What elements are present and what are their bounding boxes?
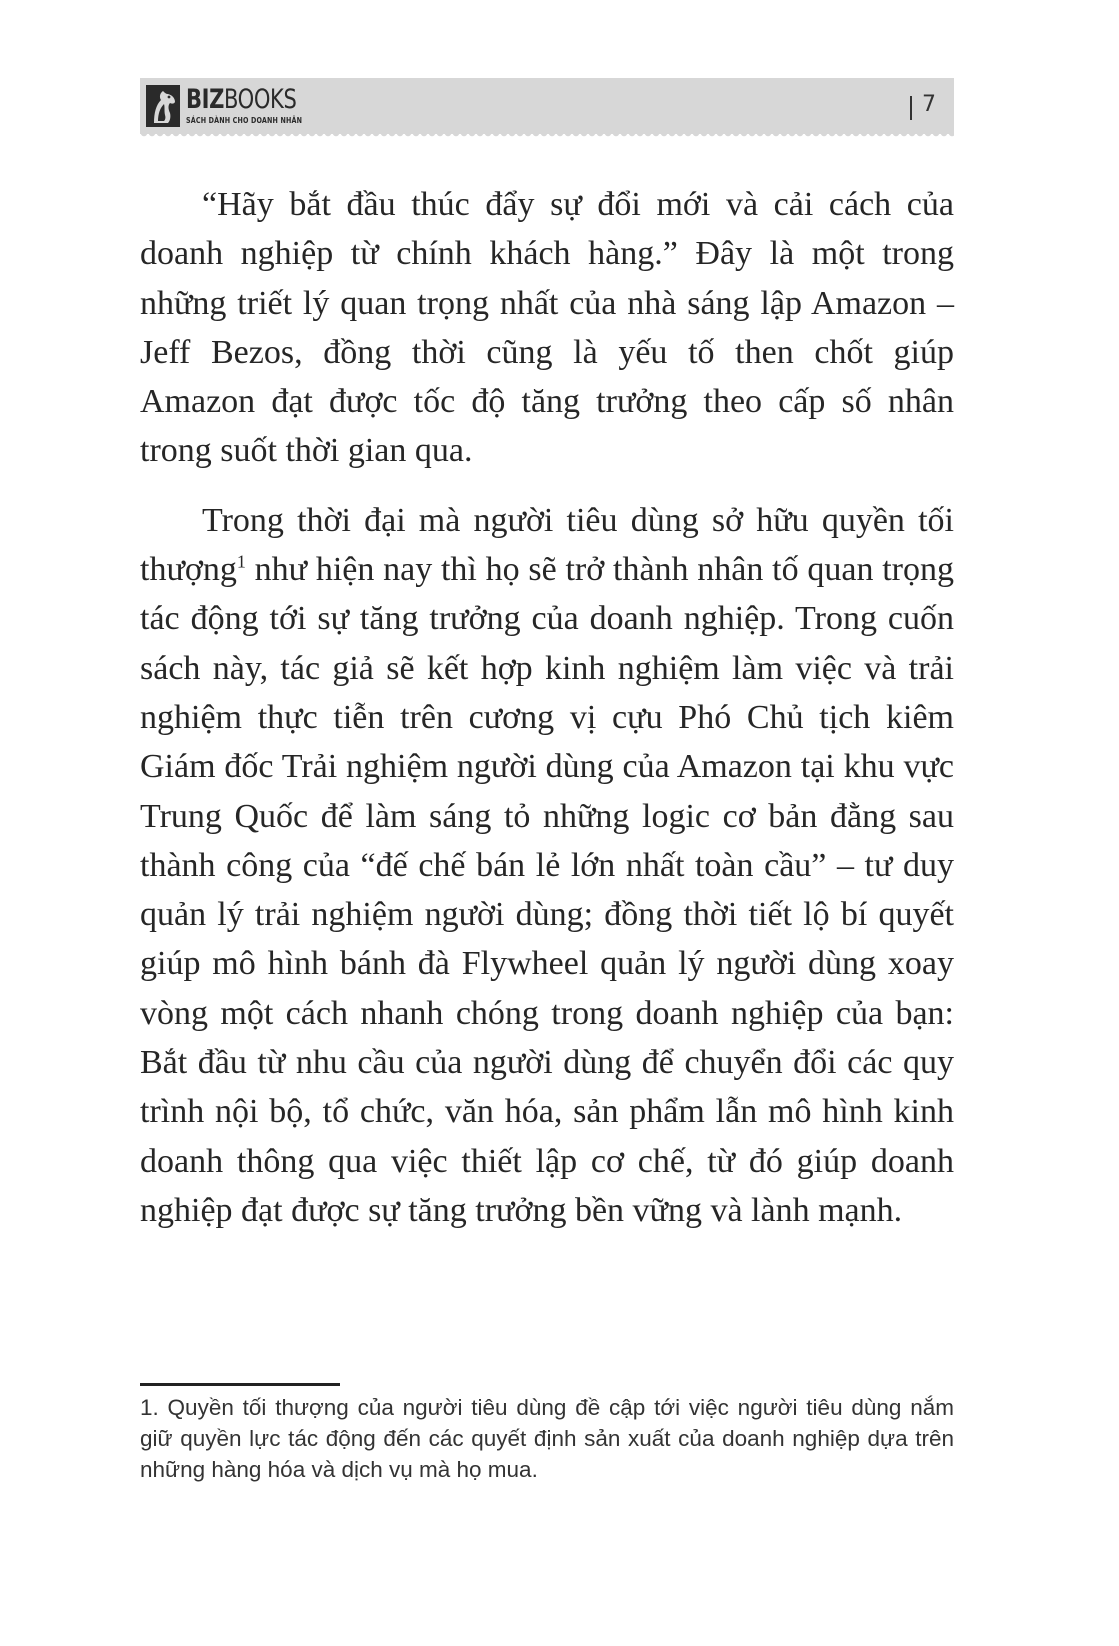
- footnote: 1. Quyền tối thượng của người tiêu dùng đề cập tới việc người tiêu dùng nắm giữ quyền lực tác động đến các quyết định sản xuất của doanh nghiệp dựa trên những hàng hóa và dịch vụ mà họ mua.: [140, 1395, 954, 1482]
- page-number: 7: [922, 92, 936, 117]
- brand-name: [186, 85, 299, 115]
- brand-tagline: SÁCH DÀNH CHO DOANH NHÂN: [186, 116, 303, 125]
- page-number-divider: [910, 96, 912, 120]
- footnote-divider: [140, 1383, 340, 1386]
- paragraph-2-rest: như hiện nay thì họ sẽ trở thành nhân tố quan trọng tác động tới sự tăng trưởng của doanh nghiệp. Trong cuốn sách này, tác giả sẽ kết hợp kinh nghiệm làm việc và trải nghiệm thực tiễn trên cương vị cựu Phó Chủ tịch kiêm Giám đốc Trải nghiệm người dùng của Amazon tại khu vực Trung Quốc để làm sáng tỏ những logic cơ bản đằng sau thành công của “đế chế bán lẻ lớn nhất toàn cầu” – tư duy quản lý trải nghiệm người dùng; đồng thời tiết lộ bí quyết giúp mô hình bánh đà Flywheel quản lý người dùng xoay vòng một cách nhanh chóng trong doanh nghiệp của bạn: Bắt đầu từ nhu cầu của người dùng để chuyển đổi các quy trình nội bộ, tổ chức, văn hóa, sản phẩm lẫn mô hình kinh doanh thông qua việc thiết lập cơ chế, từ đó giúp doanh nghiệp đạt được sự tăng trưởng bền vững và lành mạnh.: [140, 551, 954, 1229]
- brand-name-bold: BIZ: [186, 84, 224, 115]
- footnote-reference[interactable]: 1: [236, 551, 246, 572]
- paragraph-2-start: Trong thời đại mà người tiêu dùng sở hữu quyền tối thượng: [140, 501, 954, 589]
- paragraph-2: [140, 496, 954, 1235]
- running-header: [140, 78, 954, 134]
- publisher-logo: [146, 85, 331, 127]
- brand-name-regular: BOOKS: [223, 84, 297, 115]
- horse-logo-icon: [146, 85, 180, 127]
- paragraph-1: “Hãy bắt đầu thúc đẩy sự đổi mới và cải cách của doanh nghiệp từ chính khách hàng.” Đây là một trong những triết lý quan trọng nhất của nhà sáng lập Amazon – Jeff Bezos, đồng thời cũng là yếu tố then chốt giúp Amazon đạt được tốc độ tăng trưởng theo cấp số nhân trong suốt thời gian qua.: [140, 186, 954, 470]
- main-text: [140, 180, 954, 1235]
